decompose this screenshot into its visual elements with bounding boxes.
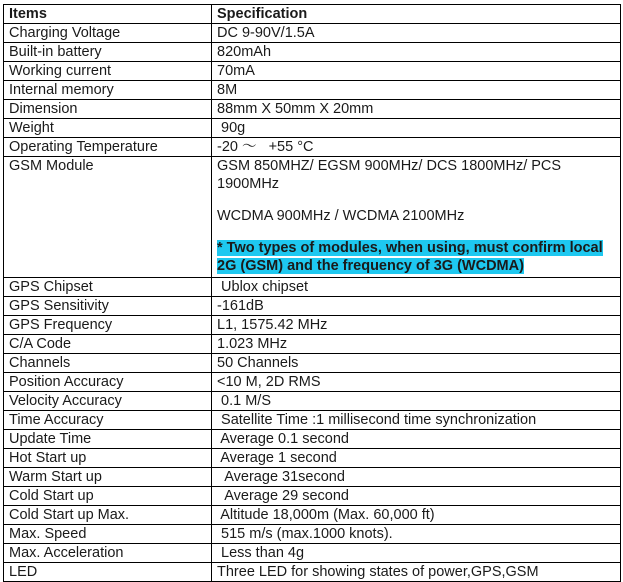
c-a-code-label: C/A Code xyxy=(4,335,212,354)
wcdma-bands-line: WCDMA 900MHz / WCDMA 2100MHz xyxy=(217,208,465,224)
position-accuracy-value: <10 M, 2D RMS xyxy=(212,373,621,392)
gsm-bands-line: GSM 850MHZ/ EGSM 900MHz/ DCS 1800MHz/ PCS 1900MHz xyxy=(217,158,562,192)
led-label: LED xyxy=(4,563,212,582)
gps-frequency-value: L1, 1575.42 MHz xyxy=(212,316,621,335)
table-row-channels xyxy=(4,354,621,373)
max-acceleration-label: Max. Acceleration xyxy=(4,544,212,563)
internal-memory-value: 8M xyxy=(212,81,621,100)
max-acceleration-value: Less than 4g xyxy=(212,544,621,563)
table-row-operating-temperature xyxy=(4,138,621,157)
table-row-gps-frequency xyxy=(4,316,621,335)
gps-chipset-label: GPS Chipset xyxy=(4,278,212,297)
c-a-code-value: 1.023 MHz xyxy=(212,335,621,354)
table-row-gps-sensitivity xyxy=(4,297,621,316)
velocity-accuracy-value: 0.1 M/S xyxy=(212,392,621,411)
time-accuracy-value: Satellite Time :1 millisecond time synchronization xyxy=(212,411,621,430)
hot-start-up-label: Hot Start up xyxy=(4,449,212,468)
table-row-time-accuracy xyxy=(4,411,621,430)
gsm-module-spec xyxy=(212,157,621,278)
cold-start-up-value: Average 29 second xyxy=(212,487,621,506)
channels-label: Channels xyxy=(4,354,212,373)
hot-start-up-value: Average 1 second xyxy=(212,449,621,468)
table-row-working-current xyxy=(4,62,621,81)
table-row-internal-memory xyxy=(4,81,621,100)
internal-memory-label: Internal memory xyxy=(4,81,212,100)
table-header-row xyxy=(4,5,621,24)
weight-label: Weight xyxy=(4,119,212,138)
table-row-velocity-accuracy xyxy=(4,392,621,411)
table-row-led xyxy=(4,563,621,582)
table-row-built-in-battery xyxy=(4,43,621,62)
table-row-max-acceleration xyxy=(4,544,621,563)
led-value: Three LED for showing states of power,GPS,GSM xyxy=(212,563,621,582)
table-row-gps-chipset xyxy=(4,278,621,297)
warm-start-up-label: Warm Start up xyxy=(4,468,212,487)
table-row-hot-start-up xyxy=(4,449,621,468)
operating-temperature-value: -20 ～ +55 °C xyxy=(212,138,621,157)
max-speed-value: 515 m/s (max.1000 knots). xyxy=(212,525,621,544)
table-row-charging-voltage xyxy=(4,24,621,43)
cold-start-up-max-label: Cold Start up Max. xyxy=(4,506,212,525)
specification-table xyxy=(3,4,621,582)
module-note-highlight: * Two types of modules, when using, must confirm local 2G (GSM) and the frequency of 3G (WCDMA) xyxy=(217,240,603,274)
working-current-value: 70mA xyxy=(212,62,621,81)
charging-voltage-value: DC 9-90V/1.5A xyxy=(212,24,621,43)
table-row-warm-start-up xyxy=(4,468,621,487)
gsm-module-label: GSM Module xyxy=(4,157,212,278)
table-row-c-a-code xyxy=(4,335,621,354)
position-accuracy-label: Position Accuracy xyxy=(4,373,212,392)
weight-value: 90g xyxy=(212,119,621,138)
charging-voltage-label: Charging Voltage xyxy=(4,24,212,43)
table-row-weight xyxy=(4,119,621,138)
table-row-max-speed xyxy=(4,525,621,544)
working-current-label: Working current xyxy=(4,62,212,81)
operating-temperature-label: Operating Temperature xyxy=(4,138,212,157)
gps-chipset-value: Ublox chipset xyxy=(212,278,621,297)
specification-header: Specification xyxy=(212,5,621,24)
time-accuracy-label: Time Accuracy xyxy=(4,411,212,430)
max-speed-label: Max. Speed xyxy=(4,525,212,544)
table-row-dimension xyxy=(4,100,621,119)
table-row-cold-start-up-max xyxy=(4,506,621,525)
table-row-cold-start-up xyxy=(4,487,621,506)
gps-sensitivity-value: -161dB xyxy=(212,297,621,316)
table-row-position-accuracy xyxy=(4,373,621,392)
table-row-gsm-module xyxy=(4,157,621,278)
channels-value: 50 Channels xyxy=(212,354,621,373)
dimension-value: 88mm X 50mm X 20mm xyxy=(212,100,621,119)
cold-start-up-label: Cold Start up xyxy=(4,487,212,506)
cold-start-up-max-value: Altitude 18,000m (Max. 60,000 ft) xyxy=(212,506,621,525)
velocity-accuracy-label: Velocity Accuracy xyxy=(4,392,212,411)
built-in-battery-label: Built-in battery xyxy=(4,43,212,62)
update-time-value: Average 0.1 second xyxy=(212,430,621,449)
items-header: Items xyxy=(4,5,212,24)
dimension-label: Dimension xyxy=(4,100,212,119)
update-time-label: Update Time xyxy=(4,430,212,449)
built-in-battery-value: 820mAh xyxy=(212,43,621,62)
gps-sensitivity-label: GPS Sensitivity xyxy=(4,297,212,316)
warm-start-up-value: Average 31second xyxy=(212,468,621,487)
gps-frequency-label: GPS Frequency xyxy=(4,316,212,335)
table-row-update-time xyxy=(4,430,621,449)
